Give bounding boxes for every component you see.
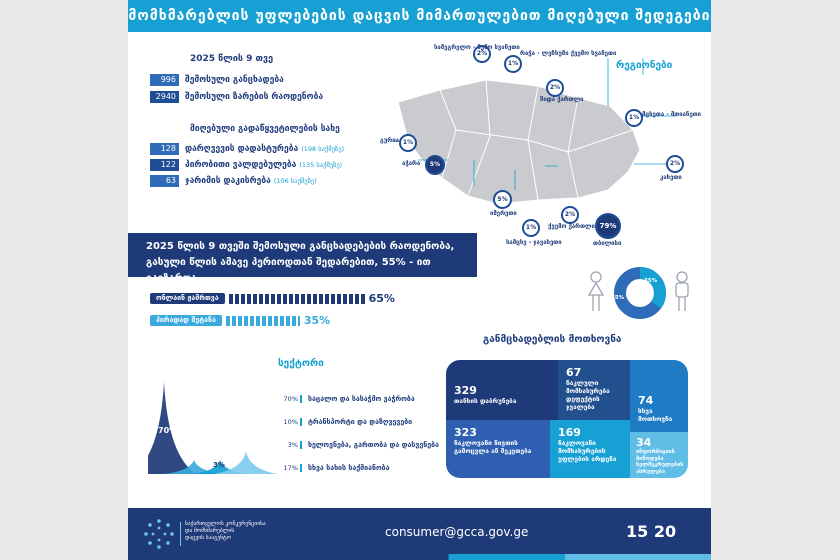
gender-donut xyxy=(578,265,698,321)
region-pin: 2% xyxy=(473,45,491,63)
sector-item xyxy=(280,390,439,408)
request-tile xyxy=(630,360,688,432)
sector-peak-label: 70% xyxy=(158,426,178,435)
calls-count: 2940 xyxy=(150,91,179,103)
request-count: 323 xyxy=(454,426,477,439)
request-label: სხვა მოთხოვნა xyxy=(638,407,673,423)
region-pin: 2% xyxy=(666,155,684,173)
region-pin: 2% xyxy=(561,206,579,224)
regions-title: რეგიონები xyxy=(616,60,673,71)
request-label: თანხის დაბრუნება xyxy=(454,397,517,405)
request-label: ინფორმაციის მიწოდება ხელშეკრულების ასრულება xyxy=(636,449,684,475)
region-label: გურია xyxy=(380,137,399,144)
request-count: 169 xyxy=(558,426,581,439)
donut-male-pct: 35% xyxy=(644,278,658,284)
region-label: აჭარა xyxy=(402,160,421,167)
region-pin: 1% xyxy=(522,219,540,237)
region-label: სამცხე - ჯავახეთი xyxy=(506,239,562,246)
measure-label: დარღვევის დადასტურება xyxy=(185,144,299,154)
page-title: მომხმარებლის უფლებების დაცვის მიმართულებით მიღებული შედეგები xyxy=(128,0,711,32)
applications-row xyxy=(150,74,284,86)
request-count: 67 xyxy=(566,366,582,379)
measure-label: პირობითი ვალდებულება xyxy=(185,160,297,170)
map-shape xyxy=(398,80,640,204)
request-tile xyxy=(558,360,630,420)
offline-bar xyxy=(150,314,330,327)
request-count: 74 xyxy=(638,394,654,407)
period-title: 2025 წლის 9 თვე xyxy=(190,54,274,64)
measure-row xyxy=(150,143,344,155)
online-bar-fill xyxy=(229,294,365,304)
applications-label: შემოსული განცხადება xyxy=(185,75,284,85)
region-label: სამეგრელო - ზემო სვანეთი xyxy=(434,44,520,51)
sector-peak-label: 10% xyxy=(187,448,207,457)
sector-item xyxy=(280,436,439,454)
request-label: ნაკლოვანი ნივთის გამოცვლა ან შეკეთება xyxy=(454,439,532,455)
region-pin: 5% xyxy=(493,190,512,209)
request-tile xyxy=(550,420,630,478)
requests-grid xyxy=(446,360,688,478)
sector-item-label: საცალო და სასაჭმო ვაჭრობა xyxy=(308,395,415,403)
measure-label: ჯარიმის დაკისრება xyxy=(185,176,271,186)
sector-item-pct: 70% xyxy=(280,395,302,403)
region-pin: 1% xyxy=(399,134,417,152)
request-count: 34 xyxy=(636,436,652,449)
sector-item-pct: 3% xyxy=(280,441,302,449)
measure-note: (198 საქმეზე) xyxy=(301,145,345,153)
measure-count: 128 xyxy=(150,143,179,155)
sector-item-pct: 17% xyxy=(280,464,302,472)
offline-label: პირადად შეტანა xyxy=(150,315,222,326)
sector-item-pct: 10% xyxy=(280,418,302,426)
measure-note: (135 საქმეზე) xyxy=(299,161,343,169)
region-label: რაჭა - ლეჩხუმი ქვემო სვანეთი xyxy=(520,50,617,57)
region-label: ქვემო ქართლი xyxy=(548,223,595,230)
donut-female-pct: 65% xyxy=(611,295,625,301)
growth-text-line1: 2025 წლის 9 თვეში შემოსული განცხადებების რაოდენობა, xyxy=(146,241,455,252)
footer xyxy=(128,508,711,560)
agency-name-line: საქართველოს კონკურენციისა xyxy=(185,521,266,527)
footer-stripe xyxy=(128,554,711,560)
male-icon xyxy=(676,272,688,311)
measure-count: 122 xyxy=(150,159,179,171)
calls-row xyxy=(150,91,323,103)
region-pin: 5% xyxy=(425,155,445,175)
sector-item xyxy=(280,413,439,431)
request-label: ნაკლული მომსახურება დეფექტის ჯვალება xyxy=(566,379,610,411)
sector-item-label: სხვა სახის საქმიანობა xyxy=(308,464,390,472)
request-count: 329 xyxy=(454,384,477,397)
agency-name-line: დაცვის სააგენტო xyxy=(185,535,231,541)
region-label: შიდა ქართლი xyxy=(540,96,584,103)
sector-item-label: ტრანსპორტი და დაზღვევები xyxy=(308,418,413,426)
region-pin: 1% xyxy=(504,55,522,73)
measure-row xyxy=(150,175,317,187)
sector-chart xyxy=(148,370,293,475)
measure-note: (106 საქმეზე) xyxy=(273,177,317,185)
online-bar xyxy=(150,292,395,305)
growth-text-line2: გასული წლის ამავე პერიოდთან შედარებით, 55% - ით გაიზარდა xyxy=(146,257,431,284)
measure-count: 63 xyxy=(150,175,179,187)
region-label: მცხეთა - მთიანეთი xyxy=(642,111,702,118)
offline-bar-fill xyxy=(226,316,300,326)
region-pin: 79% xyxy=(595,213,621,239)
sector-item-label: ხელოვნება, გართობა და დასვენება xyxy=(308,441,439,449)
calls-label: შემოსული ზარების რაოდენობა xyxy=(185,92,324,102)
request-tile xyxy=(446,360,558,420)
region-pin: 2% xyxy=(546,79,564,97)
sector-legend xyxy=(280,390,439,477)
offline-pct: 35% xyxy=(303,314,331,327)
region-label: იმერეთი xyxy=(490,210,517,217)
online-label: ონლაინ ჟამრთვა xyxy=(150,293,225,304)
request-tile xyxy=(446,420,550,478)
sector-peak-label: 3% xyxy=(213,461,225,469)
request-label: ნაკლოვანი მომსახურების უფლების არდენა xyxy=(558,439,617,463)
growth-banner xyxy=(128,233,477,284)
request-tile xyxy=(630,432,688,478)
agency-name-line: და მომხმარებლის xyxy=(185,528,235,534)
infographic-canvas xyxy=(128,0,711,560)
female-icon xyxy=(589,272,603,311)
agency-logo-icon xyxy=(142,517,176,551)
applications-count: 996 xyxy=(150,74,179,86)
agency-name xyxy=(185,521,266,542)
georgia-map xyxy=(378,40,708,255)
sector-title: სექტორი xyxy=(278,358,324,369)
region-pin: 1% xyxy=(625,109,643,127)
contact-email[interactable]: consumer@gcca.gov.ge xyxy=(385,525,529,539)
requests-title: განმცხადებლის მოთხოვნა xyxy=(483,334,622,345)
measure-row xyxy=(150,159,342,171)
measures-title: მიღებული გადაწყვეტილების სახე xyxy=(190,124,340,134)
sector-peak-label: 17% xyxy=(236,444,256,453)
sector-item xyxy=(280,459,439,477)
footer-divider xyxy=(180,522,181,546)
online-pct: 65% xyxy=(368,292,395,305)
region-label: თბილისი xyxy=(593,240,622,247)
region-label: კახეთი xyxy=(660,174,682,181)
hotline-number[interactable]: 15 20 xyxy=(626,522,677,541)
